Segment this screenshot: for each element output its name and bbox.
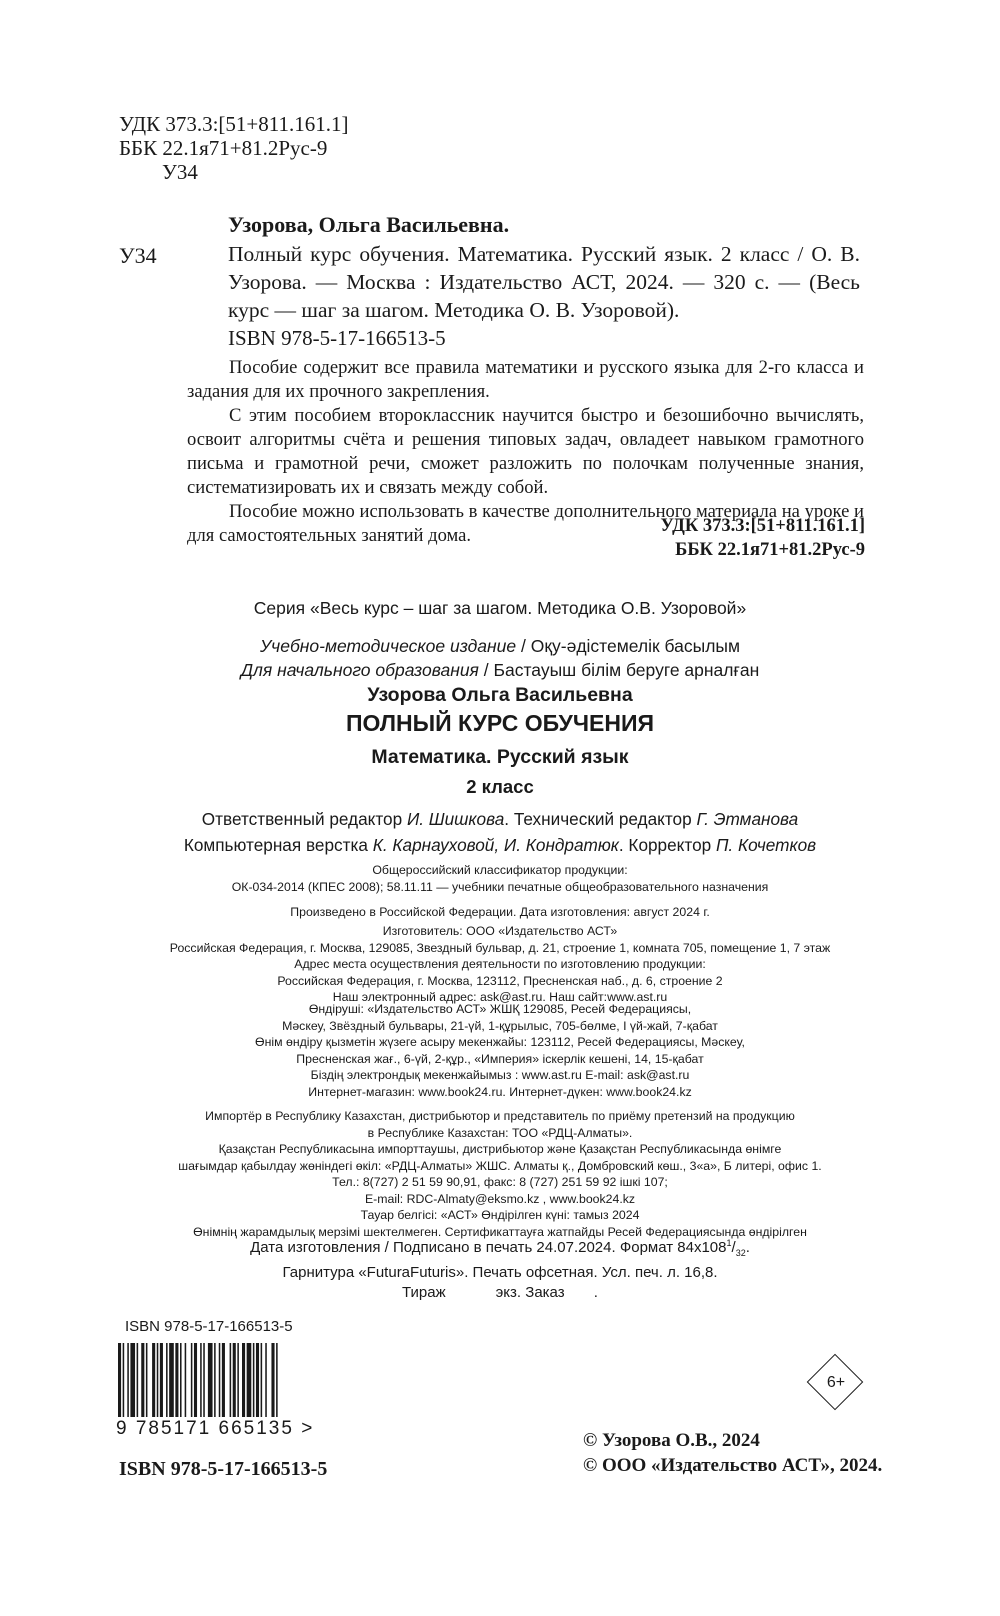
barcode-bar bbox=[200, 1343, 202, 1417]
barcode-bar bbox=[237, 1343, 239, 1417]
barcode-bar bbox=[222, 1343, 225, 1417]
barcode-bar bbox=[166, 1343, 168, 1417]
udk-code-bottom: УДК 373.3:[51+811.161.1] bbox=[660, 516, 865, 536]
barcode-bar bbox=[253, 1343, 255, 1417]
biblio-description bbox=[228, 240, 860, 324]
barcode-bar bbox=[219, 1343, 221, 1417]
barcode-bar bbox=[265, 1343, 267, 1417]
barcode-bar bbox=[208, 1343, 213, 1417]
credits: Ответственный редактор И. Шишкова. Технический редактор Г. Этманова Компьютерная верстка К. Карнауховой, И. Кондратюк. Корректор П. Кочетков bbox=[183, 809, 817, 855]
responsible-editor: И. Шишкова bbox=[406, 809, 505, 829]
barcode-image bbox=[112, 1343, 332, 1421]
barcode-bar bbox=[276, 1343, 278, 1417]
barcode-bar bbox=[137, 1343, 139, 1417]
barcode-digits: 9 785171 665135 > bbox=[116, 1418, 315, 1439]
barcode-bar bbox=[123, 1343, 125, 1417]
age-rating bbox=[808, 1355, 864, 1411]
audience-kz: Бастауыш білім беруге арналған bbox=[493, 660, 760, 680]
barcode-bar bbox=[214, 1343, 216, 1417]
layout-editors: К. Карнауховой, И. Кондратюк bbox=[372, 835, 619, 855]
barcode-bar bbox=[271, 1343, 274, 1417]
barcode-bar bbox=[261, 1343, 263, 1417]
audience-ru: Для начального образования bbox=[240, 660, 479, 680]
corrector: П. Кочетков bbox=[715, 835, 817, 855]
barcode-bar bbox=[233, 1343, 236, 1417]
annotation-paragraph: С этим пособием второклассник научится быстро и безошибочно вычислять, освоит алгоритмы счёта и решения типовых задач, овладеет навыком грамотного письма и грамотной речи, сможет разложить по полочкам полученные знания, систематизировать их и связать между собой. bbox=[187, 405, 864, 498]
barcode-bar bbox=[146, 1343, 148, 1417]
barcode-bar bbox=[157, 1343, 159, 1417]
age-rating-label: 6+ bbox=[826, 1374, 846, 1391]
kz-producer-block: Өндіруші: «Издательство АСТ» ЖШҚ 129085, Ресей Федерациясы, Мәскеу, Звёздный бульвары, 21-үй, 1-құрылыс, 705-бөлме, I үй-жай, 7-қабат Өнім өндіру қызметін жүзеге асыру мекенжайы: 123112, Ресей Федерациясы, Мәскеу, Пресненская жағ., 6-үй, 2-құр., «Империя» іскерлік кешені, 14, 15-қабат Біздің электрондық мекенжайымыз : www.ast.ru E-mail: ask@ast.ru Интернет-магазин: www.book24.ru. Интернет-дүкен: www.book24.kz bbox=[255, 1002, 745, 1099]
biblio-isbn: ISBN 978-5-17-166513-5 bbox=[228, 326, 446, 350]
barcode-bar bbox=[203, 1343, 205, 1417]
barcode-bar bbox=[185, 1343, 187, 1417]
barcode-bar bbox=[127, 1343, 129, 1417]
barcode-bar bbox=[230, 1343, 232, 1417]
barcode-bar bbox=[247, 1343, 252, 1417]
barcode-bar bbox=[191, 1343, 193, 1417]
barcode-bar bbox=[180, 1343, 182, 1417]
print-info: Дата изготовления / Подписано в печать 24.07.2024. Формат $84x108^1/_{32}$. Гарнитура «FuturaFuturis». Печать офсетная. Усл. печ. л. 16,8. Тираж экз. Заказ . bbox=[250, 1238, 750, 1301]
udk-footer bbox=[620, 514, 865, 562]
edition-type-ru: Учебно-методическое издание bbox=[259, 636, 517, 656]
producer-block: Изготовитель: ООО «Издательство АСТ» Российская Федерация, г. Москва, 129085, Звездный бульвар, д. 21, строение 1, комната 705, помещение 1, 7 этаж Адрес места осуществления деятельности по изготовлению продукции: Российская Федерация, г. Москва, 123112, Пресненская наб., д. 6, строение 2 Наш электронный адрес: ask@ast.ru. Наш сайт:www.ast.ru bbox=[169, 924, 831, 1004]
series-title: Серия «Весь курс – шаг за шагом. Методика О.В. Узоровой» bbox=[253, 598, 747, 618]
udk-code: УДК 373.3:[51+811.161.1] bbox=[119, 112, 349, 136]
annotation-paragraph: Пособие содержит все правила математики и русского языка для 2-го класса и задания для их прочного закрепления. bbox=[187, 357, 864, 402]
annotation-paragraph: Пособие можно использовать в качестве дополнительного материала на уроке и для самостоятельных занятий дома. bbox=[187, 501, 864, 546]
isbn-bottom: ISBN 978-5-17-166513-5 bbox=[119, 1458, 328, 1480]
book-title: ПОЛНЫЙ КУРС ОБУЧЕНИЯ bbox=[345, 710, 655, 736]
book-subject: Математика. Русский язык bbox=[371, 746, 629, 768]
classifier-block: Общероссийский классификатор продукции: ОК-034-2014 (КПЕС 2008); 58.11.11 — учебники печатные общеобразовательного назначения bbox=[231, 863, 769, 894]
barcode-bar bbox=[152, 1343, 155, 1417]
biblio-description-text: Полный курс обучения. Математика. Русский язык. 2 класс / О. В. Узорова. — Москва : Издательство АСТ, 2024. — 320 с. — (Весь курс — шаг за шагом. Методика О. В. Узоровой). bbox=[228, 242, 860, 322]
bbk-code: ББК 22.1я71+81.2Рус-9 bbox=[119, 136, 328, 160]
biblio-author: Узорова, Ольга Васильевна. bbox=[228, 212, 510, 237]
barcode-isbn-label: ISBN 978-5-17-166513-5 bbox=[125, 1318, 293, 1335]
barcode-bar bbox=[256, 1343, 259, 1417]
barcode-bar bbox=[194, 1343, 197, 1417]
book-grade: 2 класс bbox=[466, 776, 534, 797]
author-sign: У34 bbox=[162, 160, 198, 184]
udk-header bbox=[119, 112, 348, 184]
edition-type: Учебно-методическое издание / Оқу-әдістемелік басылым Для начального образования / Бастауыш білім беруге арналған bbox=[240, 636, 760, 680]
barcode-bar bbox=[175, 1343, 178, 1417]
copyright: © Узорова О.В., 2024 © ООО «Издательство АСТ», 2024. bbox=[583, 1430, 883, 1476]
made-in: Произведено в Российской Федерации. Дата изготовления: август 2024 г. bbox=[290, 905, 710, 919]
barcode-bar bbox=[118, 1343, 121, 1417]
technical-editor: Г. Этманова bbox=[696, 809, 799, 829]
importer-block: Импортёр в Республику Казахстан, дистрибьютор и представитель по приёму претензий на продукцию в Республике Казахстан: ТОО «РДЦ-Алматы». Қазақстан Республикасына импорттаушы, дистрибьютор және Қазақстан Республикасында өнімге шағымдар қабылдау жөніндегі өкіл: «РДЦ-Алматы» ЖШС. Алматы қ., Домбровский көш., 3«а», Б литері, офис 1. Тел.: 8(727) 2 51 59 90,91, факс: 8 (727) 251 59 92 ішкі 107; E-mail: RDC-Almaty@eksmo.kz , www.book24.kz Тауар белгісі: «АСТ» Өндірілген күні: тамыз 2024 Өнімнің жарамдылық мерзімі шектелмеген. Сертификаттауға жатпайды Ресей Федерациясында өндірілген bbox=[178, 1109, 822, 1239]
book-author: Узорова Ольга Васильевна bbox=[367, 684, 633, 706]
barcode-bar bbox=[141, 1343, 144, 1417]
barcode-bar bbox=[242, 1343, 245, 1417]
barcode-bar bbox=[160, 1343, 163, 1417]
barcode-bar bbox=[169, 1343, 174, 1417]
barcode-bar bbox=[130, 1343, 135, 1417]
bbk-code-bottom: ББК 22.1я71+81.2Рус-9 bbox=[675, 540, 865, 560]
biblio-sign: У34 bbox=[119, 243, 157, 268]
edition-type-kz: Оқу-әдістемелік басылым bbox=[530, 636, 741, 656]
